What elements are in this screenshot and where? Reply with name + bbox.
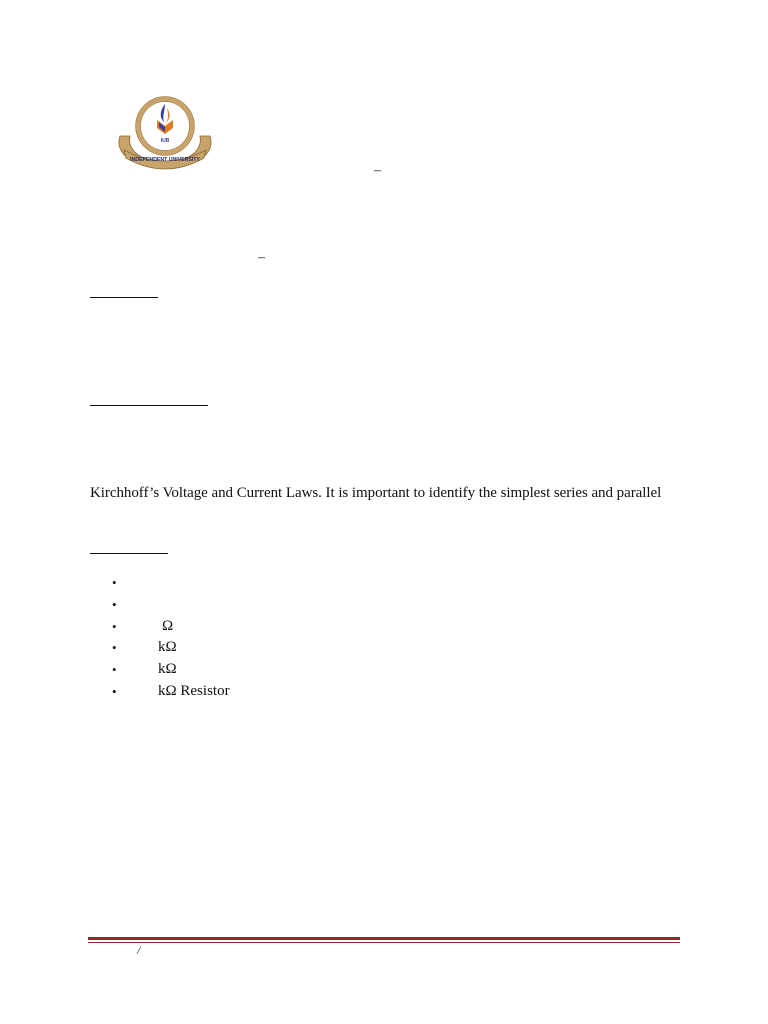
list-item-label: Ω [162,617,174,634]
footer-rule-thin [88,942,680,943]
bullet-icon: • [112,596,117,612]
theory-paragraph: Kirchhoff’s Voltage and Current Laws. It is important to identify the simplest series and parallel [90,485,662,501]
bullet-icon: • [112,662,117,678]
bullet-icon: • [112,640,117,656]
objective-heading-underline [90,297,158,298]
logo-badge-text: IUB [160,138,170,144]
footer-page-separator: / [137,943,141,957]
theory-heading-underline [90,405,208,406]
bullet-icon: • [112,683,117,699]
list-item-label: kΩ [158,639,177,656]
logo-banner-text: INDEPENDENT UNIVERSITY [130,157,200,163]
title-dash: – [374,163,381,178]
list-item-label: kΩ Resistor [158,682,230,699]
list-item-label: kΩ [158,661,177,678]
university-logo [114,92,216,170]
bullet-icon: • [112,575,117,590]
bullet-icon: • [112,618,117,634]
equipment-heading-underline [90,553,168,554]
subtitle-dash: – [258,250,265,265]
footer-rule [88,937,680,940]
